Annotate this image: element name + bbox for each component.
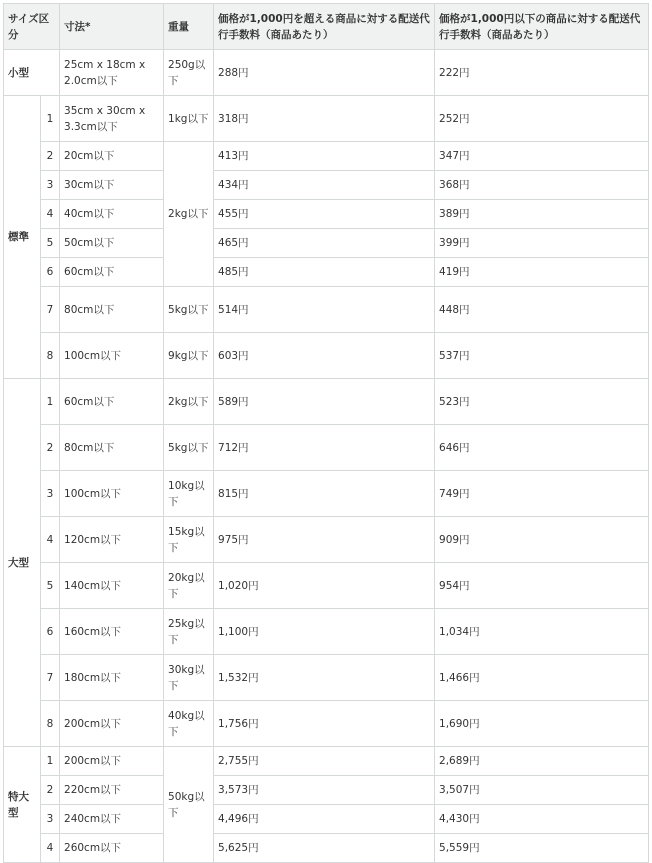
dims-cell: 60cm以下 (60, 379, 164, 425)
table-row (4, 517, 649, 563)
fee-under-cell: 3,507円 (435, 776, 649, 805)
num-cell: 2 (41, 776, 60, 805)
num-cell: 4 (41, 517, 60, 563)
fee-over-cell: 318円 (214, 96, 435, 142)
size-class-standard: 標準 (4, 96, 41, 379)
dims-cell: 80cm以下 (60, 425, 164, 471)
num-cell: 1 (41, 96, 60, 142)
fee-over-cell: 465円 (214, 229, 435, 258)
num-cell: 1 (41, 747, 60, 776)
dims-cell: 220cm以下 (60, 776, 164, 805)
fee-over-cell: 1,100円 (214, 609, 435, 655)
fee-under-cell: 2,689円 (435, 747, 649, 776)
num-cell: 3 (41, 471, 60, 517)
fee-over-cell: 5,625円 (214, 834, 435, 863)
size-class-small: 小型 (4, 50, 60, 96)
fee-under-cell: 1,690円 (435, 701, 649, 747)
fee-over-cell: 3,573円 (214, 776, 435, 805)
num-cell: 5 (41, 563, 60, 609)
fee-over-cell: 485円 (214, 258, 435, 287)
fee-under-cell: 448円 (435, 287, 649, 333)
weight-cell: 9kg以下 (164, 333, 214, 379)
fee-under-cell: 537円 (435, 333, 649, 379)
table-row (4, 776, 649, 805)
weight-cell: 10kg以下 (164, 471, 214, 517)
num-cell: 4 (41, 200, 60, 229)
fee-under-cell: 749円 (435, 471, 649, 517)
fee-over-cell: 2,755円 (214, 747, 435, 776)
num-cell: 7 (41, 655, 60, 701)
header-fee-over-1000: 価格が1,000円を超える商品に対する配送代行手数料（商品あたり） (214, 4, 435, 50)
fee-under-cell: 368円 (435, 171, 649, 200)
dims-cell: 100cm以下 (60, 333, 164, 379)
dims-cell: 40cm以下 (60, 200, 164, 229)
weight-cell: 40kg以下 (164, 701, 214, 747)
weight-cell: 1kg以下 (164, 96, 214, 142)
fee-over-cell: 1,756円 (214, 701, 435, 747)
dims-cell: 200cm以下 (60, 701, 164, 747)
table-row (4, 142, 649, 171)
table-row (4, 609, 649, 655)
header-row (4, 4, 649, 50)
table-row (4, 287, 649, 333)
dims-cell: 20cm以下 (60, 142, 164, 171)
num-cell: 8 (41, 701, 60, 747)
weight-cell: 30kg以下 (164, 655, 214, 701)
dims-cell: 200cm以下 (60, 747, 164, 776)
fee-over-cell: 815円 (214, 471, 435, 517)
header-weight: 重量 (164, 4, 214, 50)
fee-under-cell: 252円 (435, 96, 649, 142)
dims-cell: 120cm以下 (60, 517, 164, 563)
header-dimensions: 寸法* (60, 4, 164, 50)
fee-over-cell: 413円 (214, 142, 435, 171)
table-row (4, 258, 649, 287)
dims-cell: 180cm以下 (60, 655, 164, 701)
dims-cell: 80cm以下 (60, 287, 164, 333)
num-cell: 5 (41, 229, 60, 258)
weight-cell: 15kg以下 (164, 517, 214, 563)
weight-cell: 25kg以下 (164, 609, 214, 655)
table-row (4, 563, 649, 609)
header-fee-under-1000: 価格が1,000円以下の商品に対する配送代行手数料（商品あたり） (435, 4, 649, 50)
table-row (4, 333, 649, 379)
table-row (4, 50, 649, 96)
fee-under-cell: 347円 (435, 142, 649, 171)
table-row (4, 229, 649, 258)
num-cell: 3 (41, 805, 60, 834)
table-row (4, 471, 649, 517)
fee-under-cell: 954円 (435, 563, 649, 609)
fee-over-cell: 1,020円 (214, 563, 435, 609)
dims-cell: 160cm以下 (60, 609, 164, 655)
weight-cell: 250g以下 (164, 50, 214, 96)
num-cell: 1 (41, 379, 60, 425)
fee-under-cell: 222円 (435, 50, 649, 96)
table-row (4, 701, 649, 747)
fee-under-cell: 419円 (435, 258, 649, 287)
num-cell: 6 (41, 609, 60, 655)
fee-under-cell: 523円 (435, 379, 649, 425)
fee-over-cell: 514円 (214, 287, 435, 333)
weight-cell: 5kg以下 (164, 287, 214, 333)
table-row (4, 200, 649, 229)
table-row (4, 655, 649, 701)
num-cell: 6 (41, 258, 60, 287)
num-cell: 7 (41, 287, 60, 333)
num-cell: 2 (41, 142, 60, 171)
fee-under-cell: 5,559円 (435, 834, 649, 863)
weight-cell: 5kg以下 (164, 425, 214, 471)
fee-over-cell: 288円 (214, 50, 435, 96)
fee-over-cell: 455円 (214, 200, 435, 229)
dims-cell: 25cm x 18cm x 2.0cm以下 (60, 50, 164, 96)
weight-cell: 20kg以下 (164, 563, 214, 609)
weight-cell: 2kg以下 (164, 379, 214, 425)
fee-under-cell: 646円 (435, 425, 649, 471)
dims-cell: 35cm x 30cm x 3.3cm以下 (60, 96, 164, 142)
fee-over-cell: 975円 (214, 517, 435, 563)
fee-over-cell: 434円 (214, 171, 435, 200)
dims-cell: 240cm以下 (60, 805, 164, 834)
table-row (4, 747, 649, 776)
fee-under-cell: 399円 (435, 229, 649, 258)
table-row (4, 834, 649, 863)
fee-under-cell: 1,034円 (435, 609, 649, 655)
fee-over-cell: 589円 (214, 379, 435, 425)
table-row (4, 171, 649, 200)
dims-cell: 50cm以下 (60, 229, 164, 258)
fee-under-cell: 389円 (435, 200, 649, 229)
dims-cell: 260cm以下 (60, 834, 164, 863)
fee-over-cell: 712円 (214, 425, 435, 471)
num-cell: 3 (41, 171, 60, 200)
size-class-xlarge: 特大型 (4, 747, 41, 863)
table-row (4, 425, 649, 471)
num-cell: 2 (41, 425, 60, 471)
fee-under-cell: 4,430円 (435, 805, 649, 834)
fee-table (3, 3, 649, 863)
fee-over-cell: 603円 (214, 333, 435, 379)
table-row (4, 379, 649, 425)
fee-over-cell: 4,496円 (214, 805, 435, 834)
weight-cell: 50kg以下 (164, 747, 214, 863)
dims-cell: 140cm以下 (60, 563, 164, 609)
dims-cell: 100cm以下 (60, 471, 164, 517)
dims-cell: 60cm以下 (60, 258, 164, 287)
num-cell: 4 (41, 834, 60, 863)
table-row (4, 96, 649, 142)
fee-under-cell: 1,466円 (435, 655, 649, 701)
dims-cell: 30cm以下 (60, 171, 164, 200)
header-size-class: サイズ区分 (4, 4, 60, 50)
table-row (4, 805, 649, 834)
size-class-large: 大型 (4, 379, 41, 747)
fee-over-cell: 1,532円 (214, 655, 435, 701)
num-cell: 8 (41, 333, 60, 379)
fee-under-cell: 909円 (435, 517, 649, 563)
weight-cell: 2kg以下 (164, 142, 214, 287)
